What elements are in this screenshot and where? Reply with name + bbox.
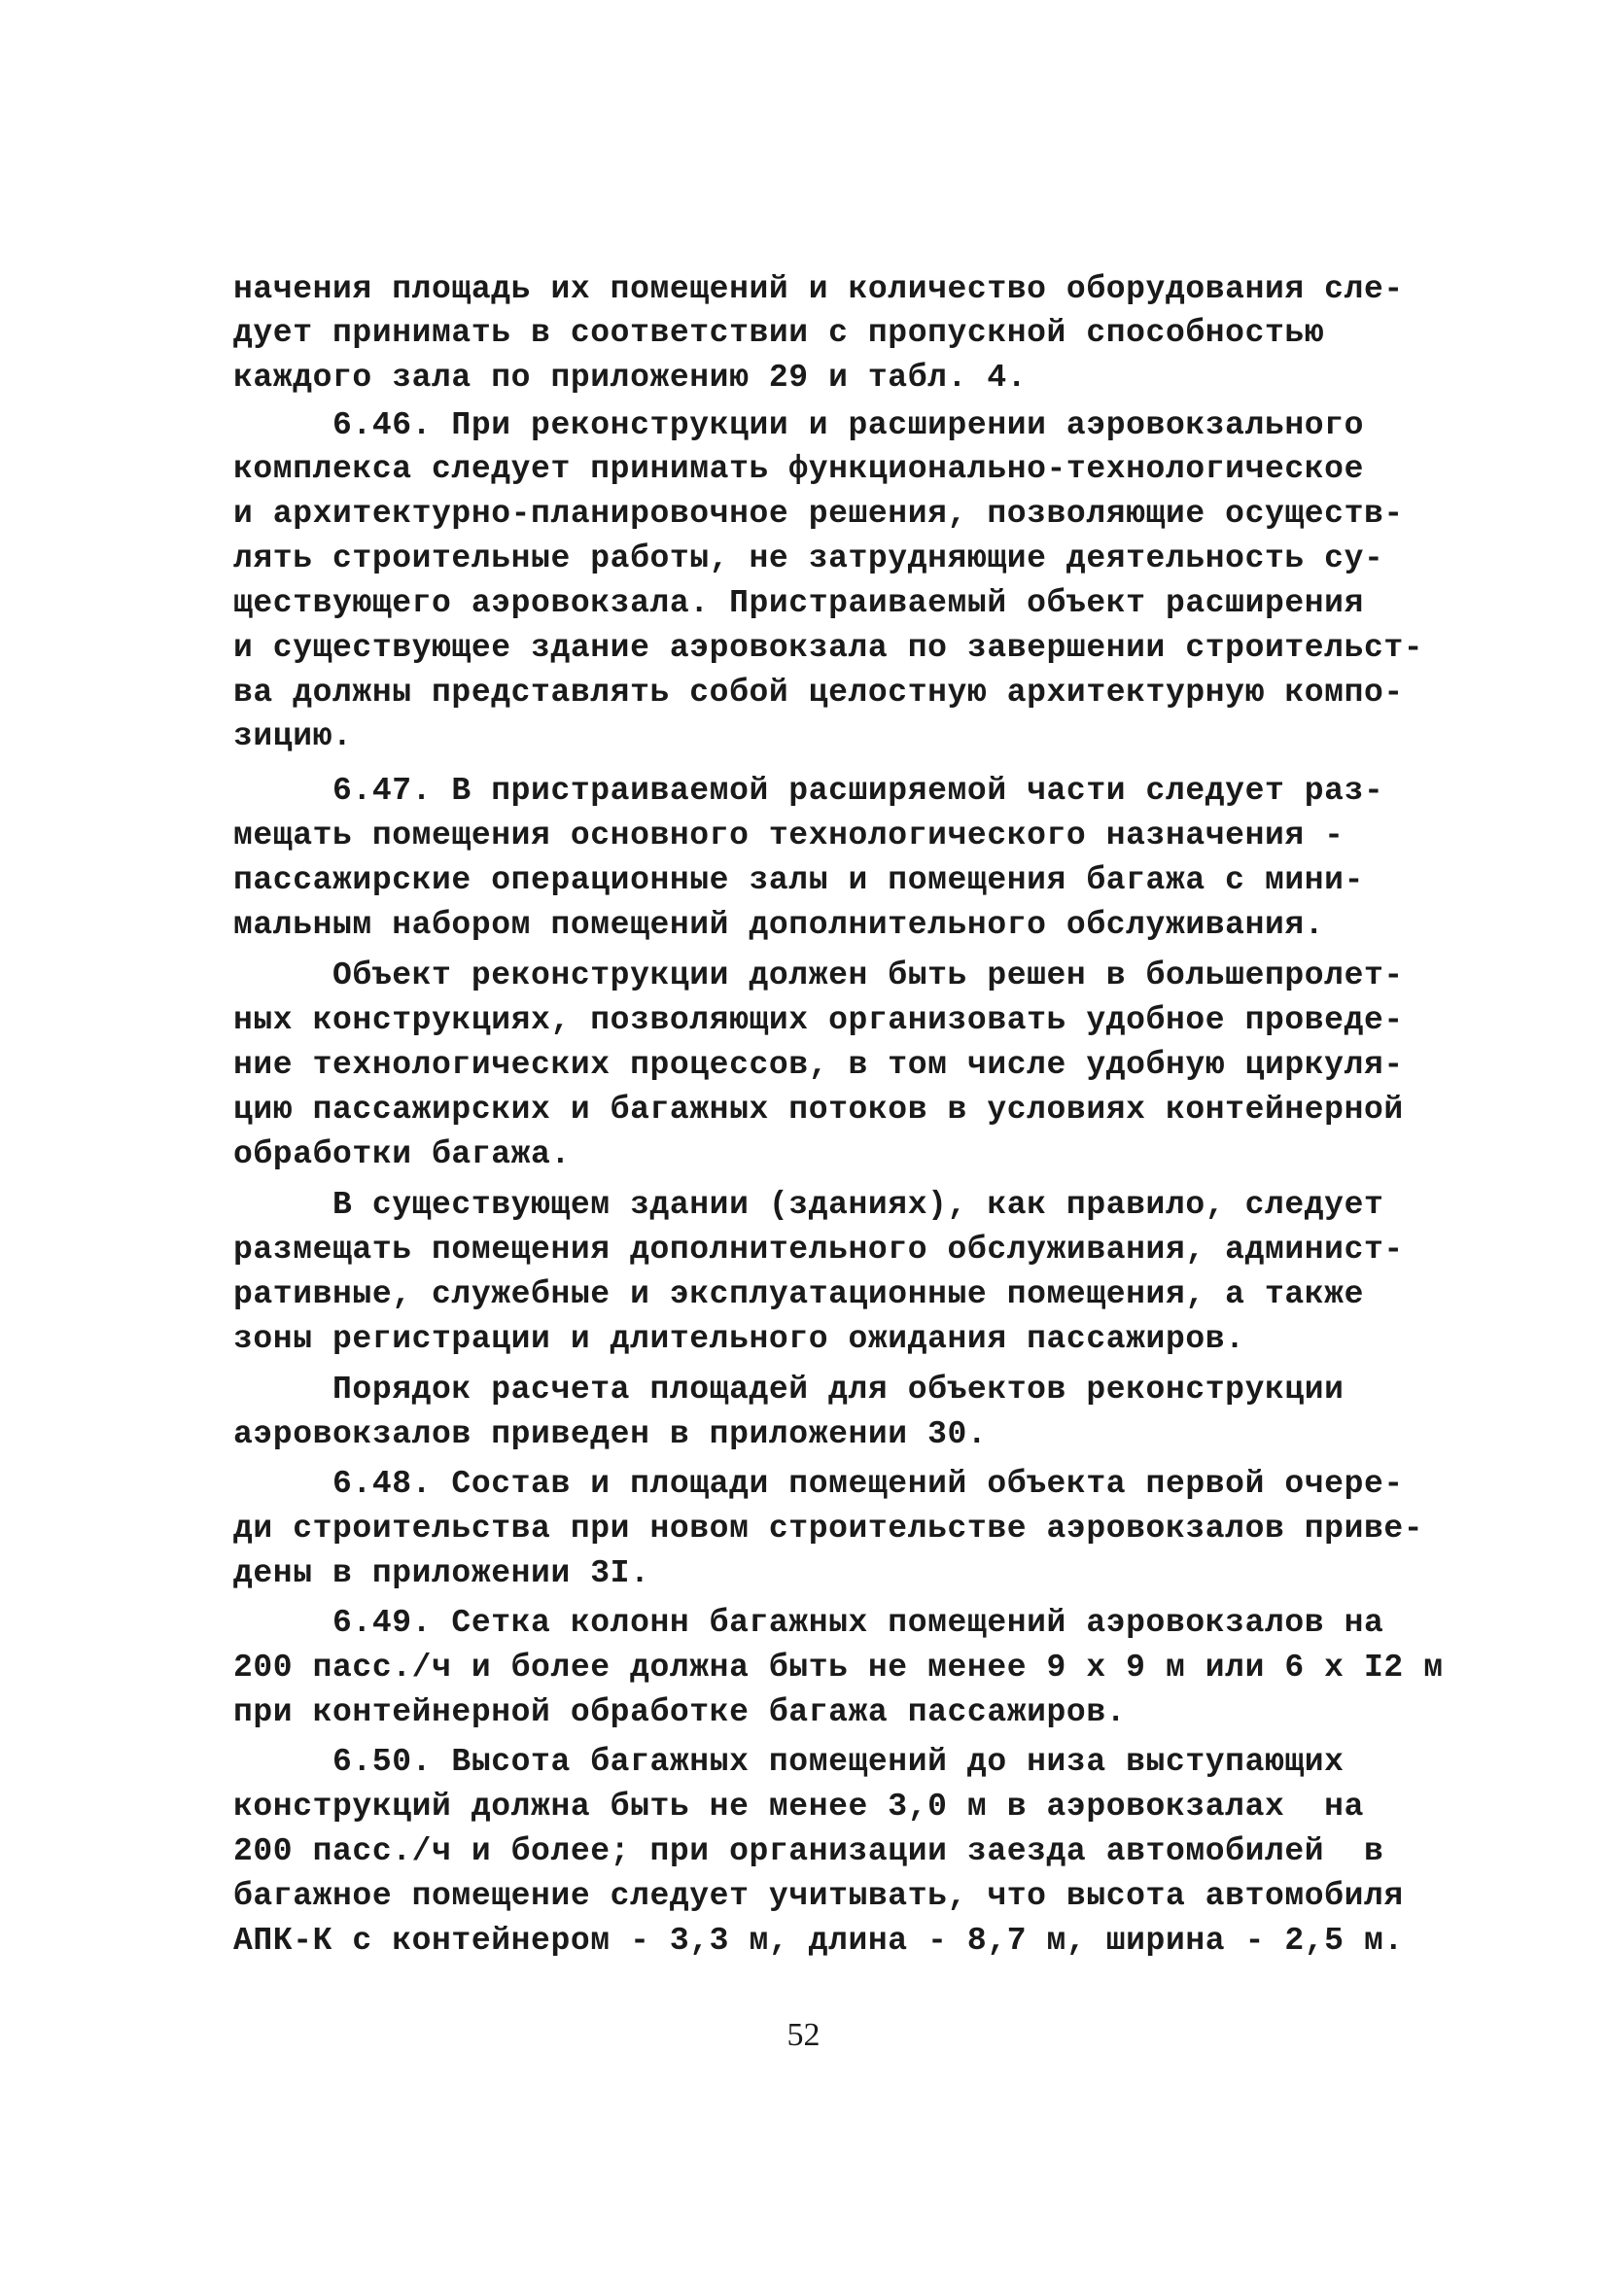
- page-number: 52: [786, 2017, 821, 2053]
- text-line: В существующем здании (зданиях), как правило, следует: [233, 1187, 1384, 1223]
- text-line: аэровокзалов приведен в приложении 30.: [233, 1416, 988, 1452]
- text-line: Объект реконструкции должен быть решен в большепролет-: [233, 957, 1404, 993]
- text-line: обработки багажа.: [233, 1136, 571, 1172]
- text-line: лять строительные работы, не затрудняющие деятельность су-: [233, 540, 1384, 576]
- text-line: конструкций должна быть не менее 3,0 м в аэровокзалах на: [233, 1789, 1364, 1825]
- text-line: комплекса следует принимать функционально-технологическое: [233, 451, 1364, 487]
- text-line: начения площадь их помещений и количество оборудования сле-: [233, 271, 1404, 307]
- text-line: дены в приложении 3I.: [233, 1555, 650, 1591]
- text-line: мальным набором помещений дополнительного обслуживания.: [233, 907, 1325, 943]
- text-line: 6.48. Состав и площади помещений объекта первой очере-: [233, 1466, 1404, 1502]
- text-line: дует принимать в соответствии с пропускной способностью: [233, 315, 1325, 351]
- text-line: ществующего аэровокзала. Пристраиваемый объект расширения: [233, 585, 1364, 621]
- text-line: цию пассажирских и багажных потоков в условиях контейнерной: [233, 1092, 1404, 1128]
- text-line: 6.49. Сетка колонн багажных помещений аэровокзалов на: [233, 1605, 1384, 1641]
- text-line: багажное помещение следует учитывать, что высота автомобиля: [233, 1878, 1404, 1914]
- text-line: и существующее здание аэровокзала по завершении строительст-: [233, 630, 1424, 666]
- text-line: АПК-К с контейнером - 3,3 м, длина - 8,7 м, ширина - 2,5 м.: [233, 1923, 1404, 1959]
- text-line: ва должны представлять собой целостную архитектурную компо-: [233, 675, 1404, 711]
- text-line: размещать помещения дополнительного обслуживания, админист-: [233, 1232, 1404, 1268]
- text-line: ди строительства при новом строительстве аэровокзалов приве-: [233, 1511, 1424, 1547]
- text-line: зоны регистрации и длительного ожидания пассажиров.: [233, 1321, 1245, 1357]
- text-line: каждого зала по приложению 29 и табл. 4.: [233, 360, 1028, 396]
- text-line: 6.50. Высота багажных помещений до низа выступающих: [233, 1744, 1345, 1780]
- text-line: 200 пасс./ч и более; при организации заезда автомобилей в: [233, 1833, 1384, 1869]
- text-line: при контейнерной обработке багажа пассажиров.: [233, 1694, 1127, 1730]
- text-line: 6.47. В пристраиваемой расширяемой части следует раз-: [233, 773, 1384, 809]
- text-line: и архитектурно-планировочное решения, позволяющие осуществ-: [233, 496, 1404, 532]
- text-line: мещать помещения основного технологического назначения -: [233, 818, 1345, 853]
- text-line: пассажирские операционные залы и помещения багажа с мини-: [233, 862, 1364, 898]
- text-line: ративные, служебные и эксплуатационные помещения, а также: [233, 1276, 1364, 1312]
- text-line: зицию.: [233, 718, 353, 754]
- text-line: 6.46. При реконструкции и расширении аэровокзального: [233, 407, 1364, 443]
- text-line: ние технологических процессов, в том числе удобную циркуля-: [233, 1047, 1404, 1083]
- text-line: Порядок расчета площадей для объектов реконструкции: [233, 1372, 1345, 1408]
- text-line: ных конструкциях, позволяющих организовать удобное проведе-: [233, 1002, 1404, 1038]
- text-line: 200 пасс./ч и более должна быть не менее 9 х 9 м или 6 х I2 м: [233, 1650, 1444, 1686]
